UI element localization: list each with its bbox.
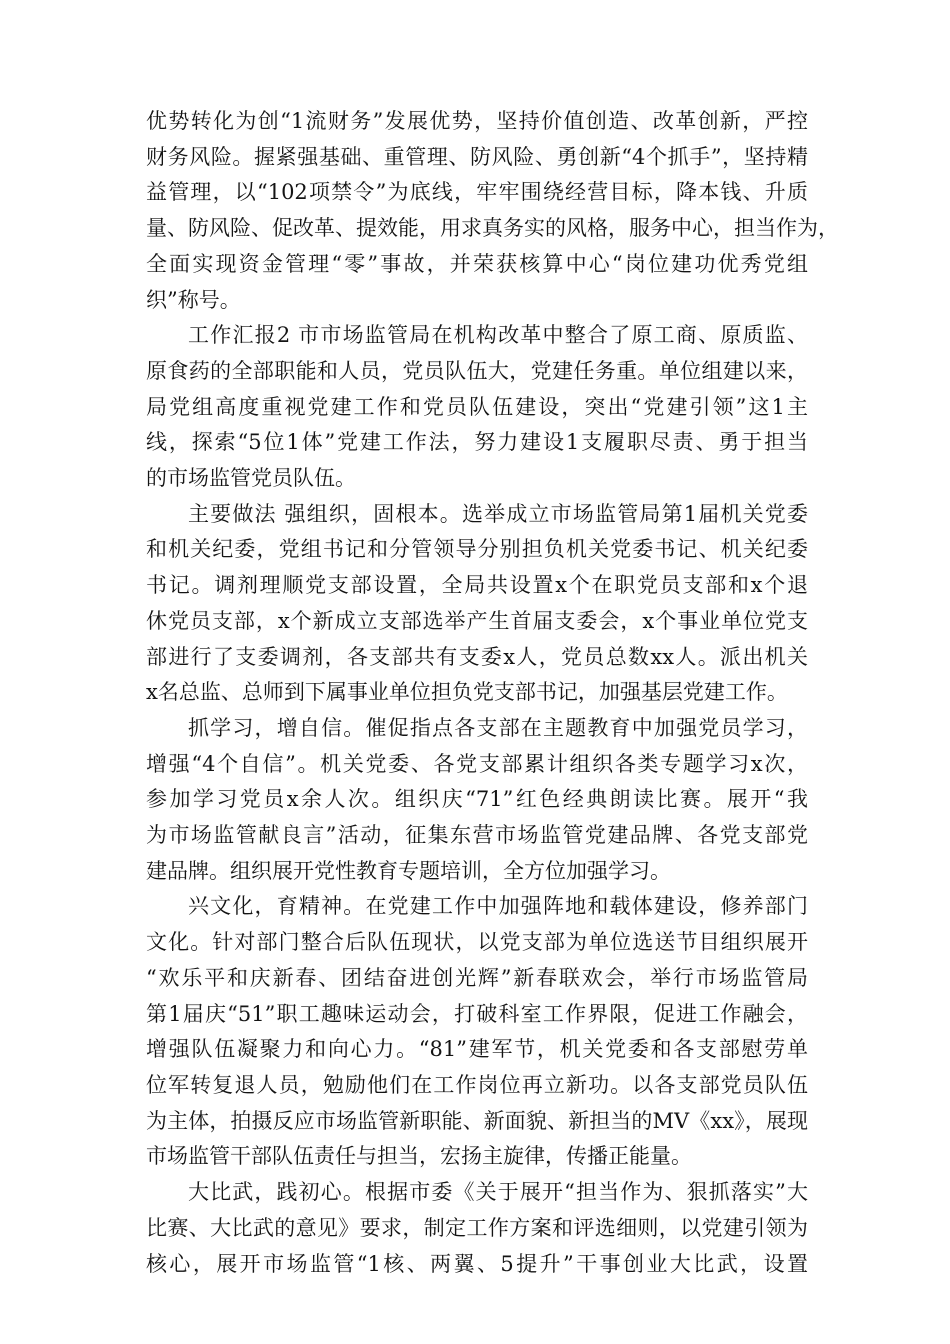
text-line: 全面实现资金管理“零”事故，并荣获核算中心“岗位建功优秀党组 [146,251,808,276]
text-line: 量、防风险、促改革、提效能，用求真务实的风格，服务中心，担当作为， [146,216,839,241]
paragraph-4 [146,711,808,890]
document-page [146,104,839,1282]
text-line: 优势转化为创“1流财务”发展优势，坚持价值创造、改革创新，严控 [146,109,808,133]
text-line: 局党组高度重视党建工作和党员队伍建设，突出“党建引领”这1主 [146,394,808,419]
paragraph-1 [146,104,839,318]
text-line: 部进行了支委调剂，各支部共有支委x人，党员总数xx人。派出机关 [146,644,808,669]
text-line: 大比武，践初心。根据市委《关于展开“担当作为、狠抓落实”大 [188,1180,808,1205]
text-line: 位军转复退人员，勉励他们在工作岗位再立新功。以各支部党员队伍 [146,1072,808,1097]
paragraph-2 [146,318,808,497]
text-line: 书记。调剂理顺党支部设置，全局共设置x个在职党员支部和x个退 [146,573,808,598]
text-line: 兴文化，育精神。在党建工作中加强阵地和载体建设，修养部门 [188,894,808,919]
text-line: 为市场监管献良言”活动，征集东营市场监管党建品牌、各党支部党 [146,823,808,848]
text-line: 抓学习，增自信。催促指点各支部在主题教育中加强党员学习， [188,715,808,740]
text-line: 建品牌。组织展开党性教育专题培训，全方位加强学习。 [146,858,671,883]
text-line: 比赛、大比武的意见》要求，制定工作方案和评选细则，以党建引领为 [146,1215,808,1240]
text-line: 益管理，以“102项禁令”为底线，牢牢围绕经营目标，降本钱、升质 [146,180,808,205]
text-line: 工作汇报2 市市场监管局在机构改革中整合了原工商、原质监、 [188,323,808,348]
text-line: 的市场监管党员队伍。 [146,466,356,491]
text-line: 和机关纪委，党组书记和分管领导分别担负机关党委书记、机关纪委 [146,537,808,562]
text-line: 织”称号。 [146,287,241,312]
paragraph-6 [146,1175,808,1282]
text-line: 参加学习党员x余人次。组织庆“71”红色经典朗读比赛。展开“我 [146,787,808,812]
text-line: 市场监管干部队伍责任与担当，宏扬主旋律，传播正能量。 [146,1144,692,1169]
text-line: 线，探索“5位1体”党建工作法，努力建设1支履职尽责、勇于担当 [146,430,808,455]
text-line: x名总监、总师到下属事业单位担负党支部书记，加强基层党建工作。 [146,680,788,705]
text-line: 为主体，拍摄反应市场监管新职能、新面貌、新担当的MV《xx》，展现 [146,1108,808,1133]
paragraph-3 [146,497,808,711]
text-line: 增强“4个自信”。机关党委、各党支部累计组织各类专题学习x次， [146,751,808,776]
text-line: 第1届庆“51”职工趣味运动会，打破科室工作界限，促进工作融会， [146,1001,808,1026]
text-line: 核心，展开市场监管“1核、两翼、5提升”干事创业大比武，设置 [146,1251,808,1276]
text-line: 文化。针对部门整合后队伍现状，以党支部为单位选送节目组织展开 [146,930,808,955]
text-line: 休党员支部，x个新成立支部选举产生首届支委会，x个事业单位党支 [146,608,808,633]
paragraph-5 [146,889,808,1175]
text-line: 主要做法 强组织，固根本。选举成立市场监管局第1届机关党委 [188,501,808,526]
text-line: 原食药的全部职能和人员，党员队伍大，党建任务重。单位组建以来， [146,358,808,383]
text-line: “欢乐平和庆新春、团结奋进创光辉”新春联欢会，举行市场监管局 [146,965,808,990]
text-line: 增强队伍凝聚力和向心力。“81”建军节，机关党委和各支部慰劳单 [146,1037,808,1062]
text-line: 财务风险。握紧强基础、重管理、防风险、勇创新“4个抓手”，坚持精 [146,144,808,169]
